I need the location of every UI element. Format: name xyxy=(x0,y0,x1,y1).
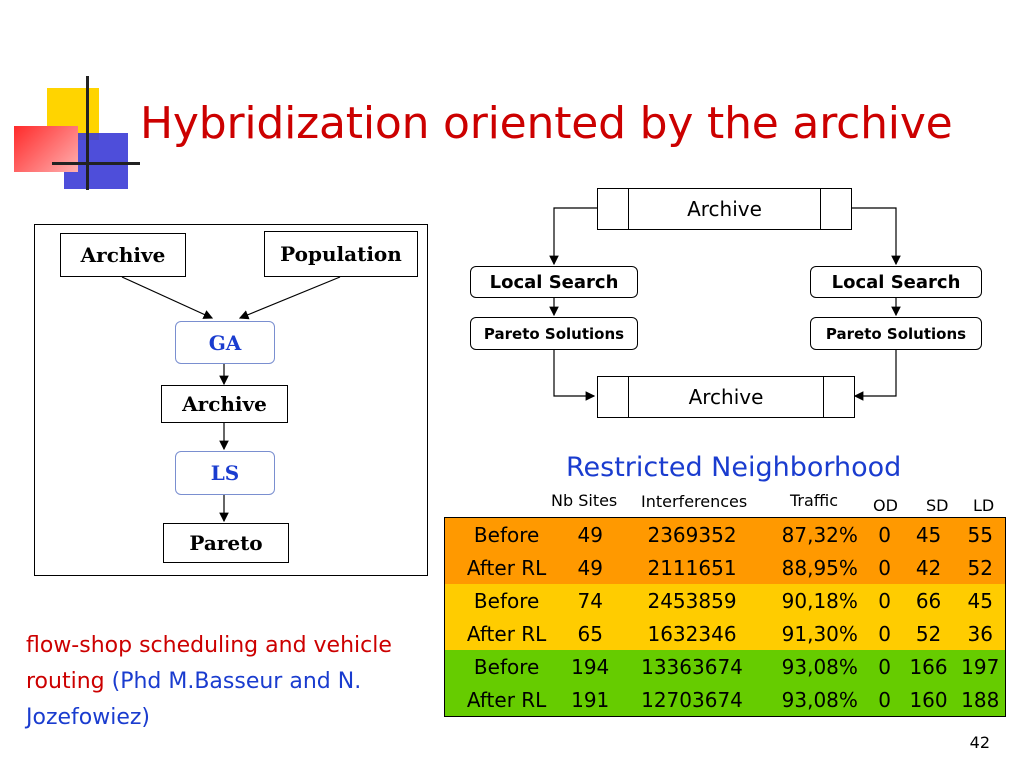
left-pareto-box: Pareto xyxy=(163,523,289,563)
application-note-authors: (Phd M.Basseur and N. Jozefowiez) xyxy=(26,669,362,730)
table-row: After RL 49 2111651 88,95% 0 42 52 xyxy=(445,551,1006,584)
pareto-solutions-left-box: Pareto Solutions xyxy=(470,317,638,350)
right-archive-top-label: Archive xyxy=(687,197,762,221)
pareto-solutions-right-box: Pareto Solutions xyxy=(810,317,982,350)
application-note xyxy=(26,628,426,736)
left-ls-box: LS xyxy=(175,451,275,495)
right-archive-top xyxy=(597,188,852,230)
table-row: Before 49 2369352 87,32% 0 45 55 xyxy=(445,518,1006,552)
table-row: Before 74 2453859 90,18% 0 66 45 xyxy=(445,584,1006,617)
left-population-box: Population xyxy=(264,231,418,277)
table-row: Before 194 13363674 93,08% 0 166 197 xyxy=(445,650,1006,683)
col-header-interferences: Interferences xyxy=(641,492,748,511)
arrow-pareto-right-to-archive xyxy=(855,350,896,396)
table-row: After RL 191 12703674 93,08% 0 160 188 xyxy=(445,683,1006,717)
table-row: After RL 65 1632346 91,30% 0 52 36 xyxy=(445,617,1006,650)
results-table xyxy=(444,517,1006,717)
col-header-traffic: Traffic xyxy=(790,491,839,510)
local-search-left-box: Local Search xyxy=(470,266,638,298)
col-header-ld: LD xyxy=(973,496,995,515)
arrow-archive-to-ga xyxy=(122,277,212,318)
page-number: 42 xyxy=(969,733,990,752)
col-header-nb-sites: Nb Sites xyxy=(551,491,618,510)
arrow-pareto-left-to-archive xyxy=(554,350,594,396)
arrow-archive-to-local-search-left xyxy=(554,208,597,264)
arrow-archive-to-local-search-right xyxy=(852,208,896,264)
right-archive-bottom xyxy=(597,376,855,418)
col-header-sd: SD xyxy=(926,496,949,515)
application-note-domains: flow-shop scheduling and vehicle routing xyxy=(26,633,392,694)
right-archive-bottom-label: Archive xyxy=(688,385,764,409)
arrow-population-to-ga xyxy=(240,277,340,318)
table-caption: Restricted Neighborhood xyxy=(566,452,902,483)
left-archive-box: Archive xyxy=(60,233,186,277)
col-header-od: OD xyxy=(873,496,898,515)
left-archive-mid-box: Archive xyxy=(161,385,288,423)
left-ga-box: GA xyxy=(175,321,275,364)
local-search-right-box: Local Search xyxy=(810,266,982,298)
slide-title: Hybridization oriented by the archive xyxy=(140,98,953,149)
